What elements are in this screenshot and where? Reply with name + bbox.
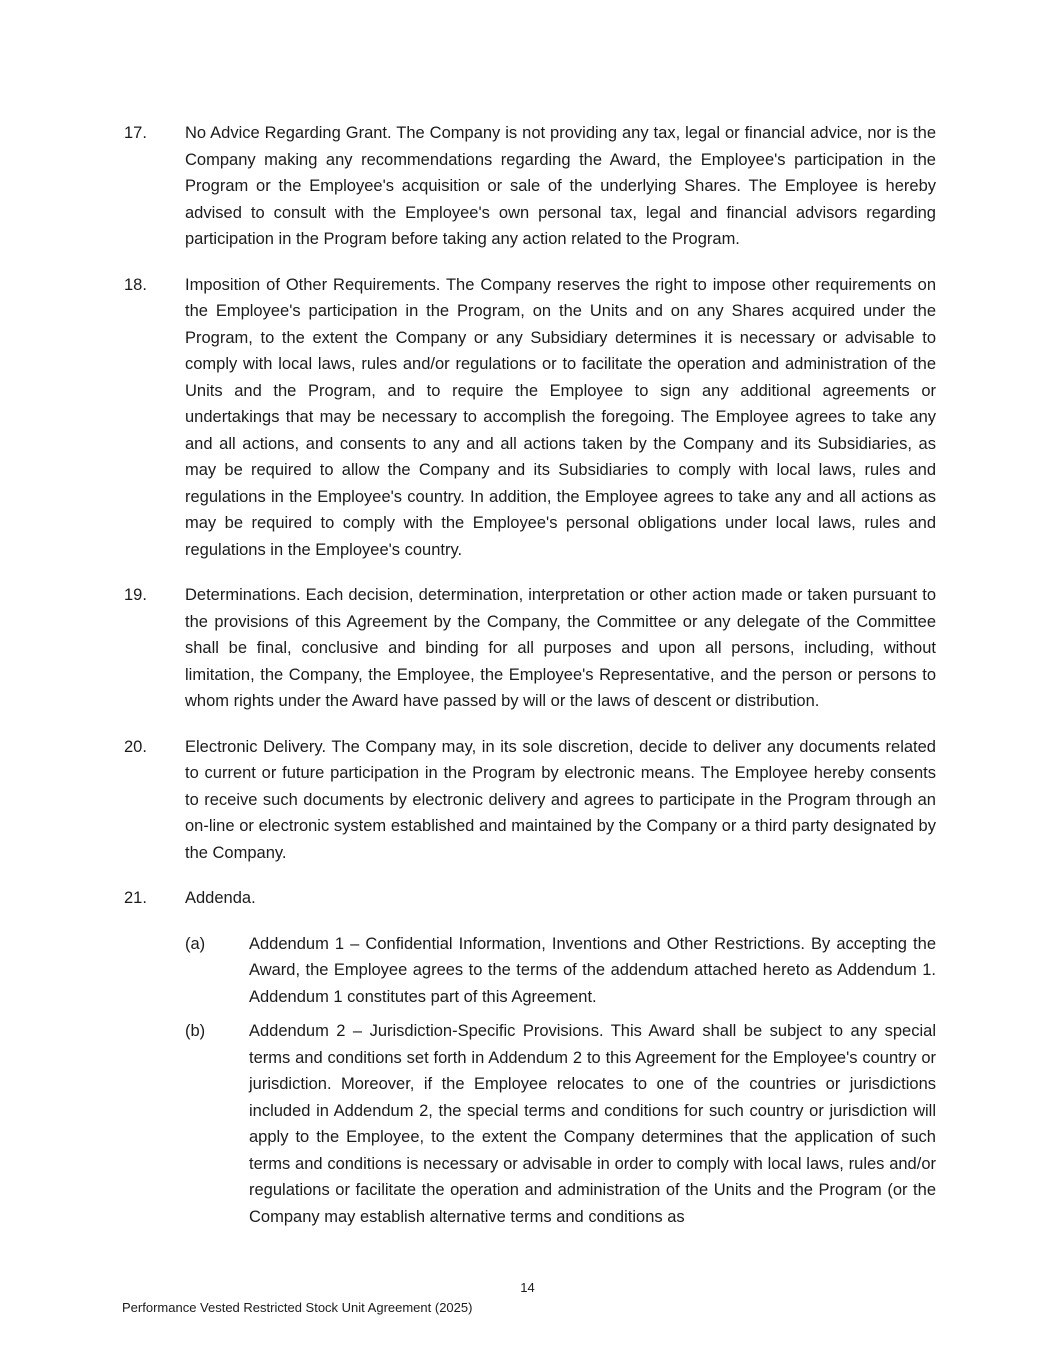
sub-item-text: Addendum 2 – Jurisdiction-Specific Provisions. This Award shall be subject to any special terms and conditions set forth in Addendum 2 to this Agreement for the Employee's country or jurisdiction. Moreover, if the Employee relocates to one of the countries or jurisdictions included in Addendum 2, the special terms and conditions for such country or jurisdiction will apply to the Employee, to the extent the Company determines that the application of such terms and conditions is necessary or advisable in order to comply with local laws, rules and/or regulations or facilitate the operation and administration of the Units and the Program (or the Company may establish alternative terms and conditions as xyxy=(249,1022,936,1226)
footer-document-title: Performance Vested Restricted Stock Unit Agreement (2025) xyxy=(122,1300,473,1315)
paragraph-18 xyxy=(124,272,936,564)
paragraph-number: 18. xyxy=(124,275,147,294)
paragraph-text: Electronic Delivery. The Company may, in its sole discretion, decide to deliver any documents related to current or future participation in the Program by electronic means. The Employee hereby consents to receive such documents by electronic delivery and agrees to participate in the Program through an on-line or electronic system established and maintained by the Company or a third party designated by the Company. xyxy=(185,737,936,862)
paragraph-text: Imposition of Other Requirements. The Company reserves the right to impose other requirements on the Employee's participation in the Program, on the Units and on any Shares acquired under the Program, to the extent the Company or any Subsidiary determines it is necessary or advisable to comply with local laws, rules and/or regulations or to facilitate the operation and administration of the Units and the Program, and to require the Employee to sign any additional agreements or undertakings that may be necessary to accomplish the foregoing. The Employee agrees to take any and all actions, and consents to any and all actions taken by the Company and its Subsidiaries, as may be required to allow the Company and its Subsidiaries to comply with local laws, rules and regulations in the Employee's country. In addition, the Employee agrees to take any and all actions as may be required to comply with the Employee's personal obligations under local laws, rules and regulations in the Employee's country. xyxy=(185,275,936,559)
sub-item-text: Addendum 1 – Confidential Information, Inventions and Other Restrictions. By accepting the Award, the Employee agrees to the terms of the addendum attached hereto as Addendum 1. Addendum 1 constitutes part of this Agreement. xyxy=(249,934,936,1006)
paragraph-19 xyxy=(124,582,936,715)
sub-item-b xyxy=(185,1018,936,1230)
paragraph-number: 19. xyxy=(124,586,147,604)
addenda-sub-items xyxy=(185,931,936,1231)
document-content xyxy=(124,120,936,1238)
sub-item-label: (b) xyxy=(185,1022,206,1040)
paragraph-text: Determinations. Each decision, determination, interpretation or other action made or taken pursuant to the provisions of this Agreement by the Company, the Committee or any delegate of the Committee shall be final, conclusive and binding for all purposes and upon all persons, including, without limitation, the Company, the Employee, the Employee's Representative, and the person or persons to whom rights under the Award have passed by will or the laws of descent or distribution. xyxy=(185,586,936,710)
paragraph-21 xyxy=(124,885,936,912)
paragraph-text: No Advice Regarding Grant. The Company is not providing any tax, legal or financial advice, nor is the Company making any recommendations regarding the Award, the Employee's participation in the Program or the Employee's acquisition or sale of the underlying Shares. The Employee is hereby advised to consult with the Employee's own personal tax, legal and financial advisors regarding participation in the Program before taking any action related to the Program. xyxy=(185,124,936,248)
paragraph-17 xyxy=(124,120,936,253)
sub-item-a xyxy=(185,931,936,1011)
page-number: 14 xyxy=(520,1280,535,1295)
paragraph-number: 17. xyxy=(124,124,147,142)
paragraph-number: 20. xyxy=(124,737,147,756)
paragraph-20 xyxy=(124,734,936,867)
sub-item-label: (a) xyxy=(185,934,206,953)
paragraph-number: 21. xyxy=(124,889,147,907)
paragraph-text: Addenda. xyxy=(185,889,256,907)
